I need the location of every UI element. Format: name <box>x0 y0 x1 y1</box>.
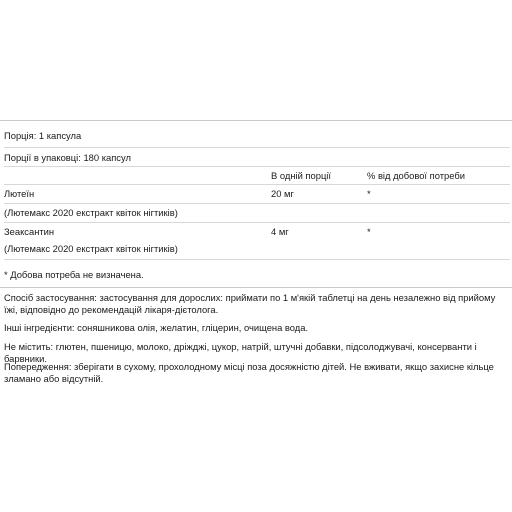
usage-text: Спосіб застосування: застосування для дорослих: приймати по 1 м'якій таблетці на день незалежно від прийому їжі, відповідно до рекомендацій лікаря-дієтолога. <box>4 292 496 315</box>
nutrient-source: (Лютемакс 2020 екстракт квіток нігтиків) <box>4 207 178 218</box>
serving-size: Порція: 1 капсула <box>4 130 82 141</box>
divider <box>4 166 510 167</box>
footnote: * Добова потреба не визначена. <box>4 269 144 280</box>
nutrient-amount: 4 мг <box>271 226 289 237</box>
divider <box>4 147 510 148</box>
bottom-divider <box>0 287 512 288</box>
top-divider <box>0 120 512 121</box>
servings-per-container: Порції в упаковці: 180 капсул <box>4 152 131 163</box>
nutrient-dv: * <box>367 226 371 237</box>
warning-text: Попередження: зберігати в сухому, прохолодному місці поза досяжністю дітей. Не вживати, якщо захисне кільце зламано або відсутній. <box>4 361 494 384</box>
nutrient-name: Зеаксантин <box>4 226 55 237</box>
nutrient-source: (Лютемакс 2020 екстракт квіток нігтиків) <box>4 243 178 254</box>
nutrient-name: Лютеїн <box>4 188 35 199</box>
header-dv: % від добової потреби <box>367 170 465 181</box>
divider <box>4 203 510 204</box>
divider <box>4 259 510 260</box>
other-ingredients-text: Інші інгредієнти: соняшникова олія, желатин, гліцерин, очищена вода. <box>4 322 309 333</box>
divider <box>4 184 510 185</box>
nutrient-dv: * <box>367 188 371 199</box>
header-amount: В одній порції <box>271 170 331 181</box>
divider <box>4 222 510 223</box>
free-of-text: Не містить: глютен, пшеницю, молоко, дріжджі, цукор, натрій, штучні добавки, підсолоджувачі, консерванти і барвники. <box>4 341 477 364</box>
nutrient-amount: 20 мг <box>271 188 294 199</box>
